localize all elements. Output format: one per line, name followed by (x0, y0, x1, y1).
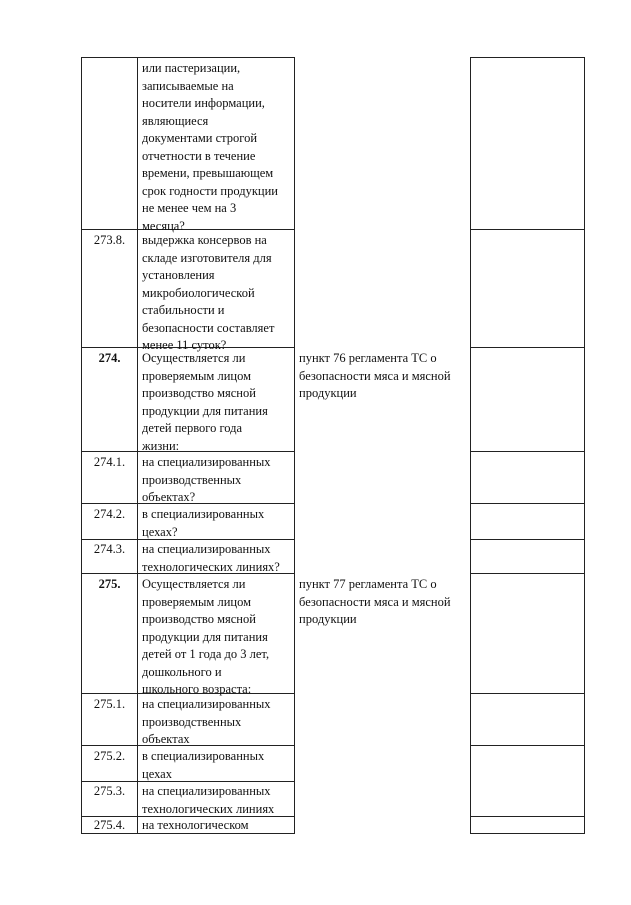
row-text: на специализированных технологических линиях (142, 784, 275, 816)
row-number: 275.1. (93, 697, 126, 711)
row-text: Осуществляется ли проверяемым лицом производство мясной продукции для питания детей от 1 года до 3 лет, дошкольного и школьного возраста: (142, 577, 270, 696)
right-row-border (470, 745, 585, 746)
right-row-border (470, 451, 585, 452)
right-row-border (470, 57, 585, 58)
right-row-border (470, 229, 585, 230)
right-row-border (470, 539, 585, 540)
row-text: на специализированных технологических линиях? (142, 542, 280, 574)
row-text: в специализированных цехах? (142, 507, 265, 539)
table-divider-num (137, 57, 138, 834)
right-column-border-left (470, 57, 471, 834)
right-row-border (470, 573, 585, 574)
row-text: Осуществляется ли проверяемым лицом производство мясной продукции для питания детей первого года жизни: (142, 351, 268, 453)
row-text: на специализированных производственных объектах? (142, 455, 271, 504)
row-reference: пункт 77 регламента ТС о безопасности мяса и мясной продукции (299, 577, 451, 626)
table-divider-text (294, 57, 295, 834)
row-text: выдержка консервов на складе изготовителя для установления микробиологической стабильности и безопасности составляет менее 11 суток? (142, 233, 275, 352)
row-number: 274.2. (93, 507, 126, 521)
row-reference: пункт 76 регламента ТС о безопасности мяса и мясной продукции (299, 351, 451, 400)
row-number: 275. (98, 577, 121, 591)
row-text: на специализированных производственных объектах (142, 697, 271, 746)
row-text: на технологическом (142, 818, 249, 832)
row-border (81, 833, 295, 834)
row-border (81, 57, 295, 58)
right-row-border (470, 816, 585, 817)
right-row-border (470, 503, 585, 504)
table-border-left (81, 57, 82, 834)
row-text: в специализированных цехах (142, 749, 265, 781)
right-row-border (470, 833, 585, 834)
right-column-border-right (584, 57, 585, 834)
row-number: 274.1. (93, 455, 126, 469)
row-number: 275.2. (93, 749, 126, 763)
row-number: 274. (98, 351, 121, 365)
right-row-border (470, 347, 585, 348)
row-number: 275.4. (93, 818, 126, 832)
row-number: 275.3. (93, 784, 126, 798)
right-row-border (470, 693, 585, 694)
row-text: или пастеризации, записываемые на носители информации, являющиеся документами строгой отчетности в течение времени, превышающем срок годности продукции не менее чем на 3 месяца? (142, 61, 278, 233)
row-number: 274.3. (93, 542, 126, 556)
row-number: 273.8. (93, 233, 126, 247)
